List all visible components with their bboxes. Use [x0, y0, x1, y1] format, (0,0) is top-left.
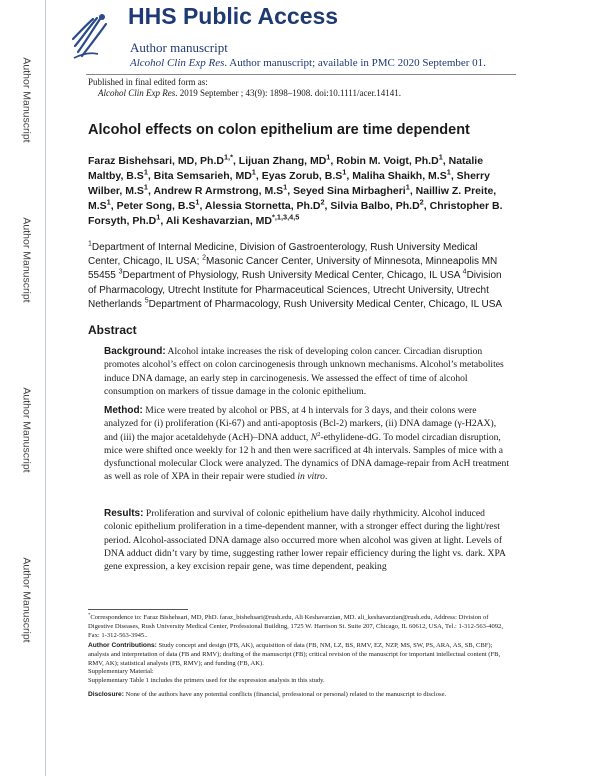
journal-name: Alcohol Clin Exp Res	[130, 57, 225, 69]
footnote-correspondence: *Correspondence to: Faraz Bishehsari, MD, PhD. faraz_bishehsari@rush.edu, Ali Keshavarzian, MD. ali_keshavarzian@rush.edu, Address: Division of Digestive Diseases, Rush University Medical Center, Professional Building, 1725 W. Harrison St. Suite 207, Chicago, IL 60612, USA, Tel.: 1-312-563-4092, Fax: 1-312-563-3945.. Author Contributions: Study concept and design (FB, AK), acquisition of data (FB, NM, LZ, BS, RMV, EZ, NZP, MS, SW, PS, ARA, AS, SB, CBF); analysis and interpretation of data (FB and RMV); drafting of the manuscript (FB); critical revision of the manuscript for important intellectual content (FB, RMV, AK); statistical analysis (FB, RMV); and funding (FB, AK).	[88, 611, 504, 668]
abstract-method: Method: Mice were treated by alcohol or PBS, at 4 h intervals for 3 days, and their colons were analyzed for (i) proliferation (Ki-67) and anti-apoptosis (Bcl-2) markers, (ii) DNA damage (γ-H2AX), and (iii) the major acetaldehyde (AcH)–DNA adduct, $N^2-ethylidene-dG$. To model circadian disruption, mice were shifted once weekly for 12 h and then were sacrificed at 4h intervals. Samples of mice with a dysfunctional molecular Clock were analyzed. The dynamics of DNA damage-repair from AcH treatment as well as role of XPA in their repair were studied in vitro.	[104, 405, 510, 483]
author: Natalie Maltby, B.S	[88, 155, 484, 182]
author: Ali Keshavarzian, MD	[165, 215, 273, 227]
published-in-label: Published in final edited form as:	[88, 77, 208, 87]
affiliation: Division of Pharmacology, Utrecht Institute for Pharmaceutical Sciences, Utrecht University, Utrecht Netherlands	[88, 270, 502, 310]
background-label: Background:	[104, 346, 166, 357]
author: Faraz Bishehsari, MD, Ph.D	[88, 155, 224, 167]
author: Sherry Wilber, M.S	[88, 170, 490, 197]
author-list: Faraz Bishehsari, MD, $Ph.D^{1,*}$, Lijuan Zhang, $MD^1$, Robin M. Voigt, $Ph.D^1$, Natalie Maltby, $B.S^1$, Bita Semsarieh, $MD^1$, Eyas Zorub, $B.S^1$, Maliha Shaikh, $M.S^1$, Sherry Wilber, $M.S^1$, Andrew R Armstrong, $M.S^1$, Seyed Sina Mirbagheri$^1$, Nailliw Z. Preite, $M.S^1$, Peter Song, $B.S^1$, Alessia Stornetta, $Ph.D^2$, Silvia Balbo, $Ph.D^2$, Christopher B. Forsyth, $Ph.D^1$, Ali Keshavarzian, $MD^{*,1,3,4,5}$	[88, 152, 503, 227]
citation-text: . 2019 September ; 43(9): 1898–1908. doi:10.1111/acer.14141.	[175, 88, 401, 98]
supplementary-text: Supplementary Table 1 includes the primers used for the expression analysis in this study.	[88, 677, 325, 685]
author: Peter Song, B.S	[116, 200, 196, 212]
disclosure-label: Disclosure:	[88, 691, 124, 698]
author-manuscript-side-label: Author Manuscript	[21, 387, 33, 473]
footnote-divider	[88, 609, 188, 610]
journal-availability-line	[130, 57, 486, 69]
author-manuscript-side-label: Author Manuscript	[21, 217, 33, 303]
author: Eyas Zorub, B.S	[261, 170, 343, 182]
results-text: Proliferation and survival of colonic epithelium have daily rhythmicity. Alcohol induced colonic epithelium proliferation in a time-dependent manner, with a stronger effect during the light/rest period. Alcohol-associated DNA damage also occurred more when alcohol was given at light. Levels of DNA adduct didn’t vary by time, suggesting rather lower repair efficiency during the light vs. dark. XPA gene expression, a key excision repair gene, was time dependent, peaking	[104, 508, 506, 573]
author-manuscript-side-label: Author Manuscript	[21, 57, 33, 143]
author-manuscript-subtitle: Author manuscript	[130, 40, 228, 55]
hhs-eagle-logo-icon	[68, 8, 112, 62]
method-label: Method:	[104, 405, 143, 416]
correspondence-text: Correspondence to: Faraz Bishehsari, MD, PhD. faraz_bishehsari@rush.edu, Ali Keshavarzian, MD. ali_keshavarzian@rush.edu, Address: Division of Digestive Diseases, Rush University Medical Center, Professional Building, 1725 W. Harrison St. Suite 207, Chicago, IL 60612, USA, Tel.: 1-312-563-4092, Fax: 1-312-563-3945..	[88, 614, 504, 640]
author: Seyed Sina Mirbagheri	[293, 185, 406, 197]
background-text: Alcohol intake increases the risk of developing colon cancer. Circadian disruption promotes alcohol’s effect on colon carcinogenesis through unknown mechanisms. Alcohol’s metabolites induce DNA damage, an early step in carcinogenesis. We assessed the effect of time of alcohol consumption on markers of tissue damage in the colonic epithelium.	[104, 346, 504, 397]
author: Nailliw Z. Preite, M.S	[88, 185, 497, 212]
sidebar-divider	[45, 0, 46, 776]
author: Christopher B. Forsyth, Ph.D	[88, 200, 503, 227]
citation-line	[98, 88, 401, 98]
results-label: Results:	[104, 508, 144, 519]
author: Lijuan Zhang, MD	[238, 155, 327, 167]
affiliation: Department of Physiology, Rush University Medical Center, Chicago, IL USA	[122, 270, 463, 282]
article-title: Alcohol effects on colon epithelium are time dependent	[88, 122, 470, 138]
author: Maliha Shaikh, M.S	[352, 170, 447, 182]
method-text: Mice were treated by alcohol or PBS, at 4 h intervals for 3 days, and their colons were analyzed for (i) proliferation (Ki-67) and anti-apoptosis (Bcl-2) markers, (ii) DNA damage (γ-H2AX), and (iii) the major acetaldehyde (AcH)–DNA adduct,	[104, 405, 497, 443]
header-divider	[86, 74, 516, 75]
contributions-text: Study concept and design (FB, AK), acquisition of data (FB, NM, LZ, BS, RMV, EZ, NZP, MS, SW, PS, ARA, AS, SB, CBF); analysis and interpretation of data (FB and RMV); drafting of the manuscript (FB); critical revision of the manuscript for important intellectual content (FB, RMV, AK); statistical analysis (FB, RMV); and funding (FB, AK).	[88, 641, 501, 668]
hhs-public-access-title: HHS Public Access	[128, 3, 339, 29]
disclosure-text: None of the authors have any potential conflicts (financial, professional or personal) related to the manuscript to disclose.	[123, 691, 447, 698]
abstract-results	[104, 507, 510, 573]
citation-journal: Alcohol Clin Exp Res	[98, 88, 176, 98]
method-text: -ethylidene-dG. To model circadian disruption, mice were shifted once weekly for 12 h and then were sacrificed at 4h intervals. Samples of mice with a dysfunctional molecular Clock were analyzed. The dynamics of DNA damage-repair from AcH treatment as well as role of XPA in their repair were studied	[104, 431, 510, 483]
abstract-heading: Abstract	[88, 323, 137, 337]
author: Robin M. Voigt, Ph.D	[336, 155, 439, 167]
author: Bita Semsarieh, MD	[153, 170, 252, 182]
affiliation: Department of Pharmacology, Rush University Medical Center, Chicago, IL USA	[148, 298, 503, 310]
author-manuscript-side-label: Author Manuscript	[21, 557, 33, 643]
author: Andrew R Armstrong, M.S	[153, 185, 284, 197]
availability-text: . Author manuscript; available in PMC 2020 September 01.	[224, 57, 486, 69]
contributions-label: Author Contributions:	[88, 641, 157, 649]
author: Alessia Stornetta, Ph.D	[204, 200, 321, 212]
affiliation: Department of Internal Medicine, Division of Gastroenterology, Rush University Medical Center, Chicago, IL USA;	[88, 242, 478, 268]
supplementary-label: Supplementary Material:	[88, 668, 154, 675]
footnote-disclosure	[88, 690, 514, 699]
affiliation: Masonic Cancer Center, University of Minnesota, Minneapolis MN 55455	[88, 256, 498, 282]
author: Silvia Balbo, Ph.D	[330, 200, 420, 212]
footnote-supplementary	[88, 667, 514, 685]
affiliations: $^1$Department of Internal Medicine, Division of Gastroenterology, Rush University Medical Center, Chicago, IL USA; $^2$Masonic Cancer Center, University of Minnesota, Minneapolis MN 55455 $^3$Department of Physiology, Rush University Medical Center, Chicago, IL USA $^4$Division of Pharmacology, Utrecht Institute for Pharmaceutical Sciences, Utrecht University, Utrecht Netherlands $^5$Department of Pharmacology, Rush University Medical Center, Chicago, IL USA	[88, 240, 503, 310]
abstract-background	[104, 345, 510, 398]
